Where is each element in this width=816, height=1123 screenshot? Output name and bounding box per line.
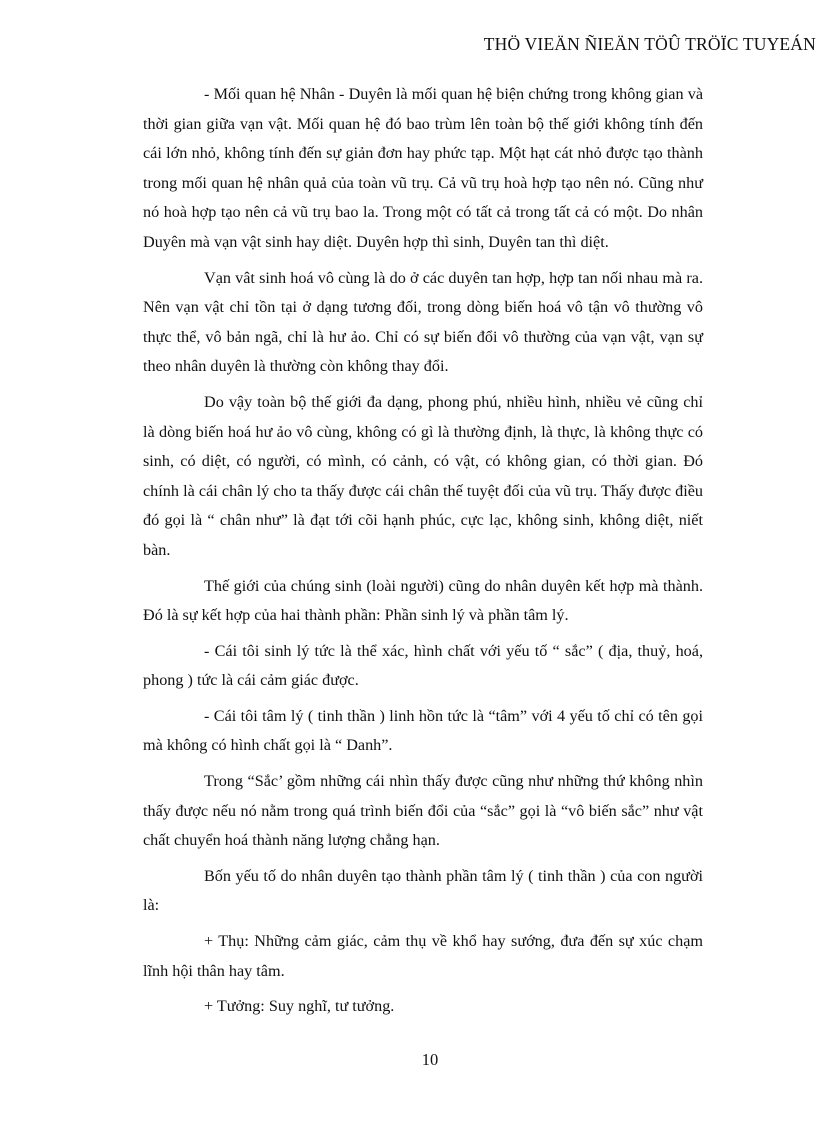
page-header: THÖ VIEÄN ÑIEÄN TÖÛ TRÖÏC TUYEÁN bbox=[483, 34, 816, 54]
paragraph: Do vậy toàn bộ thế giới đa dạng, phong phú, nhiều hình, nhiều vẻ cũng chỉ là dòng biến hoá hư ảo vô cùng, không có gì là thường định, là thực, là không thực có sinh, có diệt, có người, có mình, có cảnh, có vật, có không gian, có thời gian. Đó chính là cái chân lý cho ta thấy được cái chân thế tuyệt đối của vũ trụ. Thấy được điều đó gọi là “ chân như” là đạt tới cõi hạnh phúc, cực lạc, không sinh, không diệt, niết bàn. bbox=[143, 392, 703, 559]
paragraph: - Cái tôi tâm lý ( tinh thần ) linh hồn tức là “tâm” với 4 yếu tố chỉ có tên gọi mà không có hình chất gọi là “ Danh”. bbox=[143, 706, 703, 755]
paragraph: Bốn yếu tố do nhân duyên tạo thành phần tâm lý ( tinh thần ) của con người là: bbox=[143, 866, 703, 915]
paragraph: - Cái tôi sinh lý tức là thể xác, hình chất với yếu tố “ sắc” ( địa, thuỷ, hoá, phong ) tức là cái cảm giác được. bbox=[143, 641, 703, 690]
paragraph: Vạn vât sinh hoá vô cùng là do ở các duyên tan hợp, hợp tan nối nhau mà ra. Nên vạn vật chỉ tồn tại ở dạng tương đối, trong dòng biến hoá vô tận vô thường vô thực thể, vô bản ngã, chỉ là hư ảo. Chỉ có sự biến đổi vô thường của vạn vật, vạn sự theo nhân duyên là thường còn không thay đổi. bbox=[143, 268, 703, 376]
paragraph: - Mối quan hệ Nhân - Duyên là mối quan hệ biện chứng trong không gian và thời gian giữa vạn vật. Mối quan hệ đó bao trùm lên toàn bộ thế giới không tính đến cái lớn nhỏ, không tính đến sự giản đơn hay phức tạp. Một hạt cát nhỏ được tạo thành trong mối quan hệ nhân quả của toàn vũ trụ. Cả vũ trụ hoà hợp tạo nên nó. Cũng như nó hoà hợp tạo nên cả vũ trụ bao la. Trong một có tất cả trong tất cả có một. Do nhân Duyên mà vạn vật sinh hay diệt. Duyên hợp thì sinh, Duyên tan thì diệt. bbox=[143, 85, 703, 251]
paragraph: Trong “Sắc’ gồm những cái nhìn thấy được cũng như những thứ không nhìn thấy được nếu nó nằm trong quá trình biến đổi của “sắc” gọi là “vô biến sắc” như vật chất chuyển hoá thành năng lượng chẳng hạn. bbox=[143, 772, 703, 850]
body-text bbox=[143, 80, 703, 1028]
paragraph: Thế giới của chúng sinh (loài người) cũng do nhân duyên kết hợp mà thành. Đó là sự kết hợp của hai thành phần: Phần sinh lý và phần tâm lý. bbox=[143, 576, 703, 625]
paragraph: + Tưởng: Suy nghĩ, tư tưởng. bbox=[204, 997, 395, 1016]
paragraph: + Thụ: Những cảm giác, cảm thụ về khổ hay sướng, đưa đến sự xúc chạm lĩnh hội thân hay tâm. bbox=[143, 932, 703, 980]
page-number: 10 bbox=[421, 1050, 439, 1069]
